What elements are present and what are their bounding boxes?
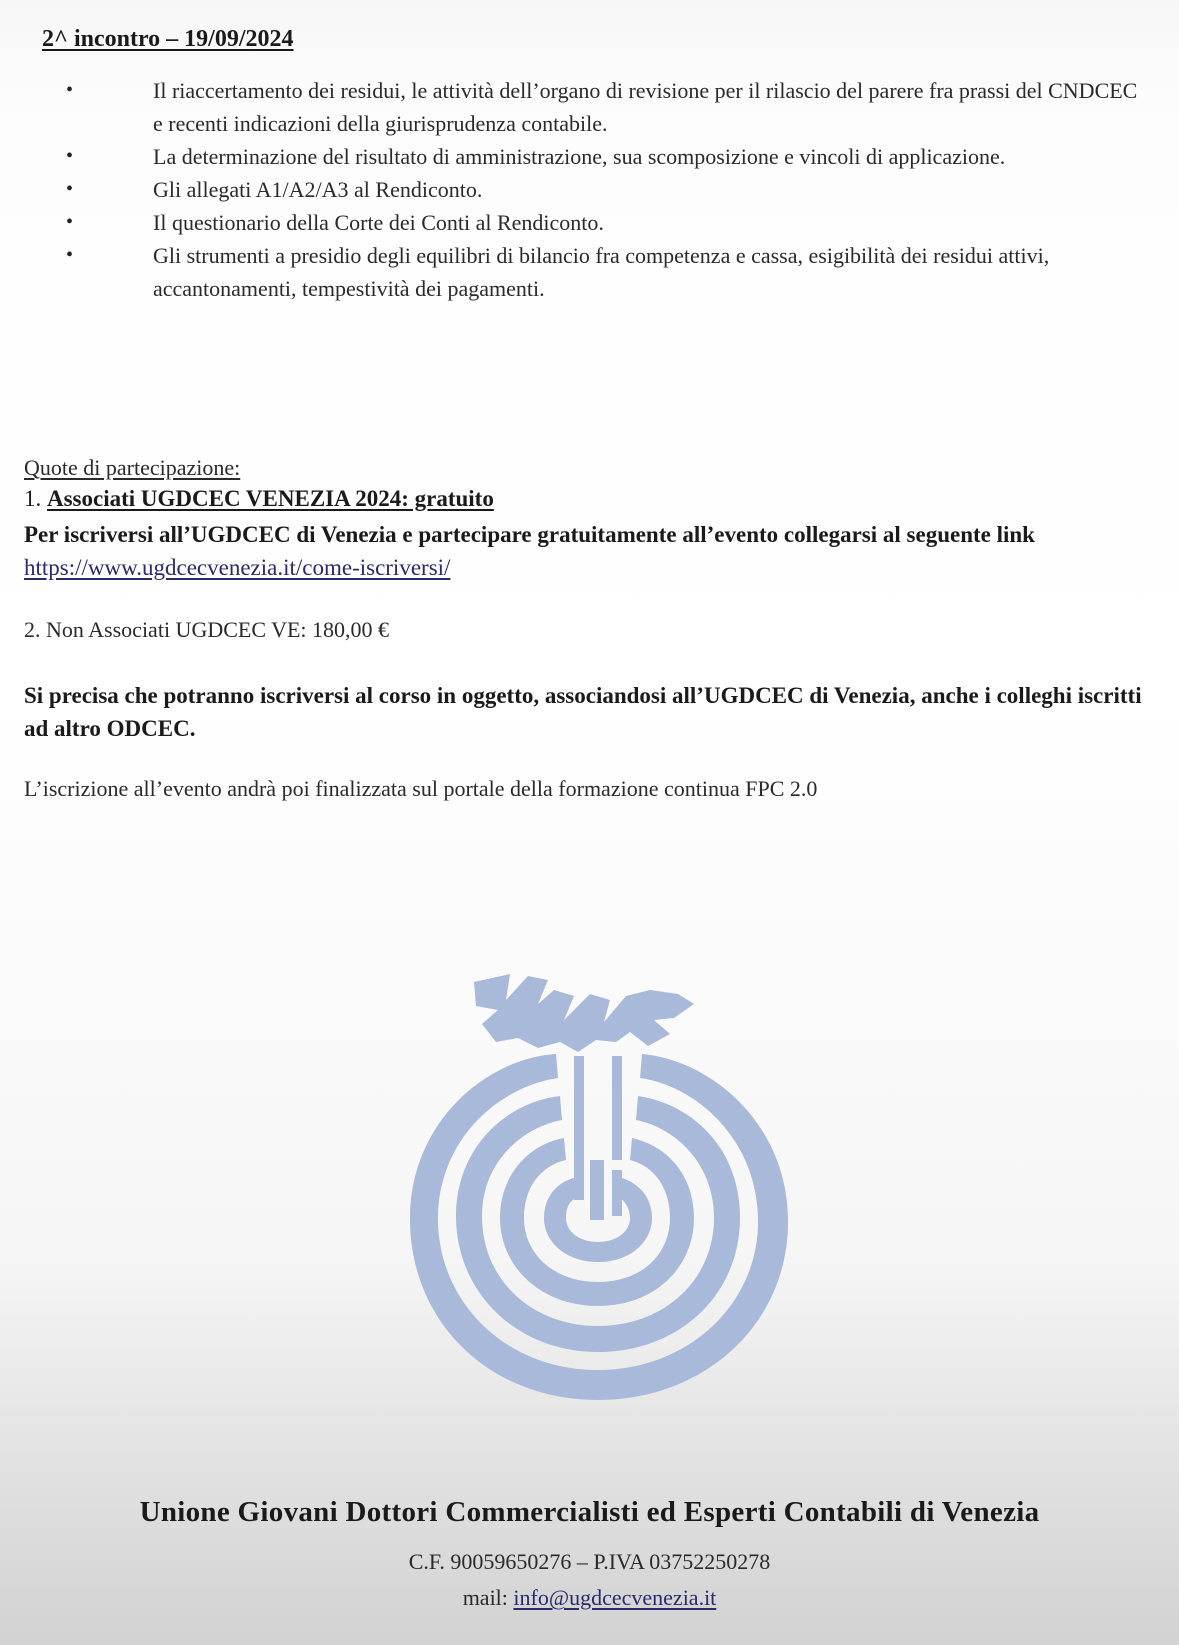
organization-contact	[0, 1585, 1179, 1611]
labyrinth-logo-icon	[378, 960, 818, 1430]
list-item-text: Il questionario della Corte dei Conti al Rendiconto.	[153, 210, 604, 235]
mail-link[interactable]: info@ugdcecvenezia.it	[513, 1585, 717, 1610]
bullet-icon: •	[66, 178, 74, 200]
organization-tax-ids: C.F. 90059650276 – P.IVA 03752250278	[408, 1549, 771, 1574]
bullet-icon: •	[66, 211, 74, 233]
list-item-text: La determinazione del risultato di amministrazione, sua scomposizione e vincoli di applicazione.	[153, 144, 1006, 169]
list-item	[0, 239, 1179, 305]
register-link[interactable]: https://www.ugdcecvenezia.it/come-iscriversi/	[24, 555, 451, 580]
bullet-icon: •	[66, 79, 74, 101]
list-item-text: Gli strumenti a presidio degli equilibri di bilancio fra competenza e cassa, esigibilità dei residui attivi, accantonamenti, tempestività dei pagamenti.	[153, 243, 1050, 301]
fee-item-non-members: 2. Non Associati UGDCEC VE: 180,00 €	[24, 617, 390, 642]
organization-name: Unione Giovani Dottori Commercialisti ed Esperti Contabili di Venezia	[139, 1496, 1040, 1528]
bullet-icon: •	[66, 244, 74, 266]
list-item-text: Il riaccertamento dei residui, le attività dell’organo di revisione per il rilascio del parere fra prassi del CNDCEC e recenti indicazioni della giurisprudenza contabile.	[153, 78, 1138, 136]
list-item	[0, 74, 1179, 140]
bullet-icon: •	[66, 145, 74, 167]
registration-note: L’iscrizione all’evento andrà poi finalizzata sul portale della formazione continua FPC 2.0	[24, 776, 818, 801]
fee-item-members	[24, 486, 494, 512]
mail-label: mail:	[462, 1585, 508, 1610]
list-item	[0, 206, 1179, 239]
fee-item-number: 1.	[24, 486, 42, 511]
fees-title: Quote di partecipazione:	[24, 455, 241, 480]
register-paragraph	[24, 518, 1154, 584]
list-item-text: Gli allegati A1/A2/A3 al Rendiconto.	[153, 177, 483, 202]
list-item	[0, 173, 1179, 206]
meeting-heading: 2^ incontro – 19/09/2024	[42, 26, 294, 52]
topics-list	[0, 74, 1179, 305]
notice-paragraph: Si precisa che potranno iscriversi al corso in oggetto, associandosi all’UGDCEC di Venezia, anche i colleghi iscritti ad altro ODCEC.	[24, 683, 1142, 741]
list-item	[0, 140, 1179, 173]
register-text: Per iscriversi all’UGDCEC di Venezia e partecipare gratuitamente all’evento collegarsi al seguente link	[24, 522, 1035, 547]
fee-item-members-text: Associati UGDCEC VENEZIA 2024: gratuito	[47, 486, 494, 511]
